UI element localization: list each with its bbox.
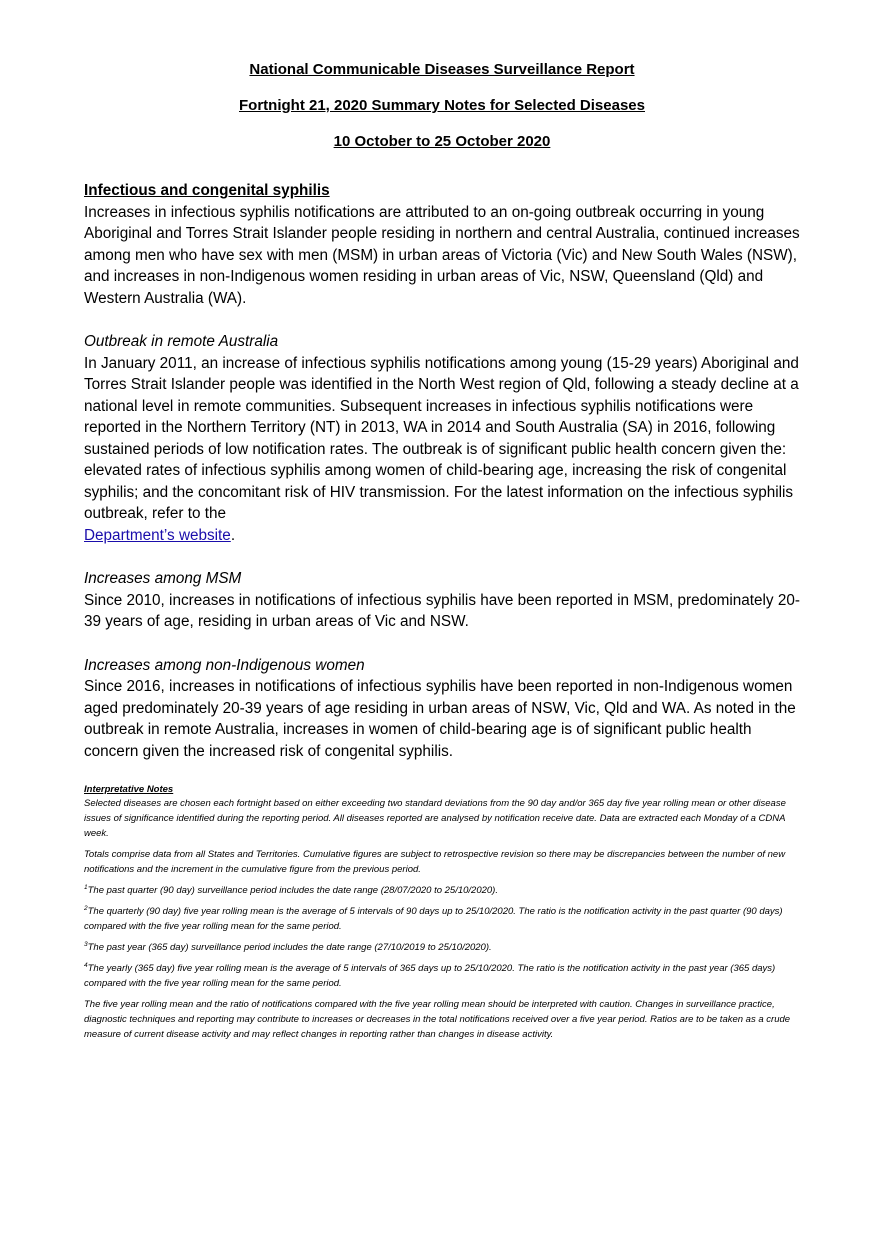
footnote-marker: 4: [84, 961, 88, 969]
women-subsection: [84, 655, 800, 763]
note-year-mean: [84, 961, 800, 991]
outbreak-paragraph: [84, 353, 800, 547]
section-intro: Increases in infectious syphilis notifications are attributed to an on-going outbreak occurring in young Aboriginal and Torres Strait Islander people residing in northern and central Australia, continued increases among men who have sex with men (MSM) in urban areas of Victoria (Vic) and New South Wales (NSW), and increases in non-Indigenous women residing in urban areas of Vic, NSW, Queensland (Qld) and Western Australia (WA).: [84, 203, 800, 307]
section-heading: Infectious and congenital syphilis: [84, 182, 330, 199]
note-totals: Totals comprise data from all States and Territories. Cumulative figures are subject to retrospective revision so there may be discrepancies between the number of new notifications and the increment in the cumulative figure from the previous period.: [84, 849, 786, 875]
women-heading: Increases among non-Indigenous women: [84, 656, 365, 674]
footnote-marker: 3: [84, 940, 88, 948]
note-quarter-period: [84, 883, 800, 898]
notes-heading: Interpretative Notes: [84, 784, 174, 795]
note-caution: The five year rolling mean and the ratio of notifications compared with the five year rolling mean should be interpreted with caution. Changes in surveillance practice, diagnostic techniques and reporting may contribute to increases or decreases in the total notifications received over a five year period. Ratios are to be taken as a crude measure of current disease activity and may reflect changes in reporting rather than changes in disease activity.: [84, 999, 791, 1040]
interpretative-notes: [84, 784, 800, 1042]
note-text: The past year (365 day) surveillance period includes the date range (27/10/2019 to 25/10/2020).: [87, 942, 492, 953]
syphilis-section: [84, 180, 800, 309]
department-website-link[interactable]: Department’s website: [84, 526, 231, 544]
msm-heading: Increases among MSM: [84, 570, 242, 587]
note-text: The past quarter (90 day) surveillance period includes the date range (28/07/2020 to 25/10/2020).: [87, 885, 498, 896]
note-text: The yearly (365 day) five year rolling mean is the average of 5 intervals of 365 days up to 25/10/2020. The ratio is the notification activity in the past year (365 days) compared with the five year rolling mean for the same period.: [84, 963, 776, 989]
msm-subsection: [84, 568, 800, 633]
women-paragraph: Since 2016, increases in notifications of infectious syphilis have been reported in non-Indigenous women aged predominately 20-39 years of age residing in urban areas of NSW, Vic, Qld and WA. As noted in the outbreak in remote Australia, increases in women of child-bearing age is of significant public health concern given the increased risk of congenital syphilis.: [84, 678, 796, 760]
outbreak-end: .: [230, 526, 236, 544]
footnote-marker: 2: [84, 904, 88, 912]
note-year-period: [84, 940, 800, 955]
report-title: National Communicable Diseases Surveillance Report: [249, 61, 635, 78]
footnote-marker: 1: [84, 883, 88, 891]
note-text: The quarterly (90 day) five year rolling mean is the average of 5 intervals of 90 days up to 25/10/2020. The ratio is the notification activity in the past quarter (90 days) compared with the five year rolling mean for the same period.: [84, 906, 783, 932]
report-date-range: 10 October to 25 October 2020: [333, 133, 551, 150]
outbreak-heading: Outbreak in remote Australia: [84, 333, 279, 350]
outbreak-text: In January 2011, an increase of infectious syphilis notifications among young (15-29 years) Aboriginal and Torres Strait Islander people was identified in the North West region of Qld, following a steady decline at a national level in remote communities. Subsequent increases in infectious syphilis notifications were reported in the Northern Territory (NT) in 2013, WA in 2014 and South Australia (SA) in 2016, following sustained periods of low notification rates. The outbreak is of significant public health concern given the: elevated rates of infectious syphilis among women of child-bearing age, increasing the risk of congenital syphilis; and the concomitant risk of HIV transmission. For the latest information on the infectious syphilis outbreak, refer to the: [84, 354, 799, 522]
outbreak-subsection: [84, 331, 800, 546]
msm-paragraph: Since 2010, increases in notifications of infectious syphilis have been reported in MSM, predominately 20-39 years of age, residing in urban areas of Vic and NSW.: [84, 591, 800, 630]
document-page: [84, 62, 800, 1048]
report-subtitle: Fortnight 21, 2020 Summary Notes for Selected Diseases: [239, 97, 645, 114]
note-quarter-mean: [84, 904, 800, 934]
note-selection: Selected diseases are chosen each fortnight based on either exceeding two standard deviations from the 90 day and/or 365 day five year rolling mean or other disease issues of significance identified during the reporting period. All diseases reported are analysed by notification receive date. Data are extracted each Monday of a CDNA week.: [84, 798, 786, 839]
report-header: [84, 62, 800, 150]
